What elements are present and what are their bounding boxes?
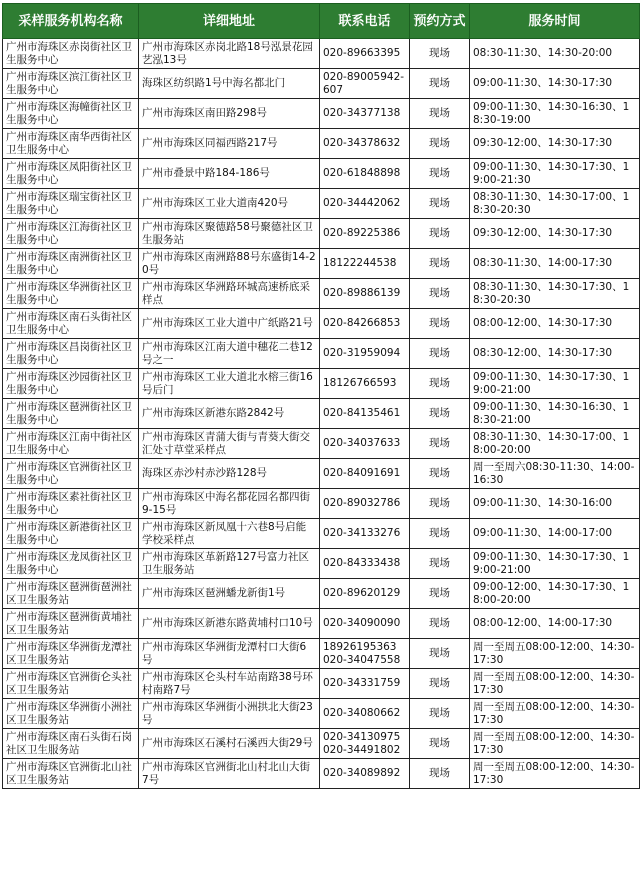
- booking-way: 现场: [410, 549, 470, 579]
- org-name: 广州市海珠区瑞宝街社区卫生服务中心: [3, 189, 139, 219]
- table-row: [3, 249, 640, 279]
- service-hours: 08:30-12:00、14:30-17:30: [470, 339, 640, 369]
- address: 海珠区纺织路1号中海名都北门: [139, 69, 320, 99]
- table-row: [3, 489, 640, 519]
- address: 广州市海珠区青蒲大街与青葵大街交汇处寸草堂采样点: [139, 429, 320, 459]
- service-hours: 周一至周六08:30-11:30、14:00-16:30: [470, 459, 640, 489]
- booking-way: 现场: [410, 339, 470, 369]
- booking-way: 现场: [410, 159, 470, 189]
- table-row: [3, 759, 640, 789]
- service-hours: 08:30-11:30、14:30-17:00、18:00-20:00: [470, 429, 640, 459]
- sampling-sites-table: [2, 3, 640, 789]
- table-row: [3, 279, 640, 309]
- org-name: 广州市海珠区华洲街社区卫生服务中心: [3, 279, 139, 309]
- address: 广州市海珠区聚德路58号聚德社区卫生服务站: [139, 219, 320, 249]
- address: 广州市海珠区新凤凰十六巷8号启能学校采样点: [139, 519, 320, 549]
- table-row: [3, 99, 640, 129]
- booking-way: 现场: [410, 729, 470, 759]
- booking-way: 现场: [410, 189, 470, 219]
- phone: 020-31959094: [320, 339, 410, 369]
- booking-way: 现场: [410, 429, 470, 459]
- org-name: 广州市海珠区新港街社区卫生服务中心: [3, 519, 139, 549]
- table-header-row: [3, 4, 640, 39]
- service-hours: 08:00-12:00、14:00-17:30: [470, 609, 640, 639]
- phone: 020-89032786: [320, 489, 410, 519]
- table-row: [3, 339, 640, 369]
- address: 广州市海珠区同福西路217号: [139, 129, 320, 159]
- booking-way: 现场: [410, 279, 470, 309]
- phone: 020-34377138: [320, 99, 410, 129]
- org-name: 广州市海珠区江海街社区卫生服务中心: [3, 219, 139, 249]
- table-row: [3, 369, 640, 399]
- phone: 020-89620129: [320, 579, 410, 609]
- table-row: [3, 399, 640, 429]
- booking-way: 现场: [410, 459, 470, 489]
- table-row: [3, 579, 640, 609]
- phone: 020-34442062: [320, 189, 410, 219]
- table-row: [3, 429, 640, 459]
- org-name: 广州市海珠区海幢街社区卫生服务中心: [3, 99, 139, 129]
- table-row: [3, 549, 640, 579]
- phone: 18122244538: [320, 249, 410, 279]
- booking-way: 现场: [410, 699, 470, 729]
- service-hours: 09:00-11:30、14:30-16:00: [470, 489, 640, 519]
- address: 广州市海珠区仑头村车站南路38号环村南路7号: [139, 669, 320, 699]
- org-name: 广州市海珠区滨江街社区卫生服务中心: [3, 69, 139, 99]
- org-name: 广州市海珠区官洲街社区卫生服务中心: [3, 459, 139, 489]
- phone: 020-89005942-607: [320, 69, 410, 99]
- booking-way: 现场: [410, 369, 470, 399]
- booking-way: 现场: [410, 639, 470, 669]
- service-hours: 08:00-12:00、14:30-17:30: [470, 309, 640, 339]
- org-name: 广州市海珠区南华西街社区卫生服务中心: [3, 129, 139, 159]
- address: 广州市海珠区新港东路2842号: [139, 399, 320, 429]
- org-name: 广州市海珠区赤岗街社区卫生服务中心: [3, 39, 139, 69]
- address: 广州市海珠区江南大道中穗花二巷12号之一: [139, 339, 320, 369]
- phone: 18926195363 020-34047558: [320, 639, 410, 669]
- booking-way: 现场: [410, 489, 470, 519]
- phone: 020-89663395: [320, 39, 410, 69]
- header-phone: 联系电话: [320, 4, 410, 39]
- booking-way: 现场: [410, 129, 470, 159]
- service-hours: 08:30-11:30、14:30-17:00、18:30-20:30: [470, 189, 640, 219]
- table-row: [3, 729, 640, 759]
- service-hours: 09:00-11:30、14:30-17:30、19:00-21:00: [470, 369, 640, 399]
- address: 广州市海珠区官洲街北山村北山大街7号: [139, 759, 320, 789]
- org-name: 广州市海珠区素社街社区卫生服务中心: [3, 489, 139, 519]
- phone: 020-34331759: [320, 669, 410, 699]
- booking-way: 现场: [410, 759, 470, 789]
- address: 广州市叠景中路184-186号: [139, 159, 320, 189]
- service-hours: 09:00-11:30、14:00-17:00: [470, 519, 640, 549]
- phone: 020-34090090: [320, 609, 410, 639]
- table-row: [3, 639, 640, 669]
- address: 广州市海珠区新港东路黄埔村口10号: [139, 609, 320, 639]
- booking-way: 现场: [410, 249, 470, 279]
- address: 广州市海珠区工业大道南420号: [139, 189, 320, 219]
- booking-way: 现场: [410, 219, 470, 249]
- address: 广州市海珠区石溪村石溪西大街29号: [139, 729, 320, 759]
- booking-way: 现场: [410, 579, 470, 609]
- booking-way: 现场: [410, 69, 470, 99]
- table-row: [3, 189, 640, 219]
- org-name: 广州市海珠区昌岗街社区卫生服务中心: [3, 339, 139, 369]
- phone: 020-34378632: [320, 129, 410, 159]
- org-name: 广州市海珠区南洲街社区卫生服务中心: [3, 249, 139, 279]
- phone: 020-84135461: [320, 399, 410, 429]
- org-name: 广州市海珠区凤阳街社区卫生服务中心: [3, 159, 139, 189]
- phone: 020-61848898: [320, 159, 410, 189]
- service-hours: 09:30-12:00、14:30-17:30: [470, 219, 640, 249]
- service-hours: 09:00-11:30、14:30-16:30、18:30-21:00: [470, 399, 640, 429]
- table-row: [3, 699, 640, 729]
- address: 广州市海珠区华洲街龙潭村口大街6号: [139, 639, 320, 669]
- org-name: 广州市海珠区琶洲街黄埔社区卫生服务站: [3, 609, 139, 639]
- address: 广州市海珠区工业大道中广纸路21号: [139, 309, 320, 339]
- service-hours: 周一至周五08:00-12:00、14:30-17:30: [470, 669, 640, 699]
- phone: 020-84266853: [320, 309, 410, 339]
- header-org: 采样服务机构名称: [3, 4, 139, 39]
- table-row: [3, 609, 640, 639]
- address: 广州市海珠区南洲路88号东盛街14-20号: [139, 249, 320, 279]
- phone: 020-34037633: [320, 429, 410, 459]
- booking-way: 现场: [410, 609, 470, 639]
- org-name: 广州市海珠区南石头街社区卫生服务中心: [3, 309, 139, 339]
- service-hours: 09:00-12:00、14:30-17:30、18:00-20:00: [470, 579, 640, 609]
- service-hours: 08:30-11:30、14:30-17:30、18:30-20:30: [470, 279, 640, 309]
- address: 广州市海珠区华洲街小洲拱北大街23号: [139, 699, 320, 729]
- booking-way: 现场: [410, 669, 470, 699]
- service-hours: 周一至周五08:00-12:00、14:30-17:30: [470, 729, 640, 759]
- org-name: 广州市海珠区官洲街北山社区卫生服务站: [3, 759, 139, 789]
- service-hours: 09:00-11:30、14:30-17:30、19:00-21:00: [470, 549, 640, 579]
- table-row: [3, 459, 640, 489]
- header-address: 详细地址: [139, 4, 320, 39]
- address: 广州市海珠区南田路298号: [139, 99, 320, 129]
- table-row: [3, 39, 640, 69]
- service-hours: 周一至周五08:00-12:00、14:30-17:30: [470, 639, 640, 669]
- service-hours: 09:00-11:30、14:30-16:30、18:30-19:00: [470, 99, 640, 129]
- phone: 020-89886139: [320, 279, 410, 309]
- service-hours: 09:00-11:30、14:30-17:30、19:00-21:30: [470, 159, 640, 189]
- org-name: 广州市海珠区沙园街社区卫生服务中心: [3, 369, 139, 399]
- phone: 18126766593: [320, 369, 410, 399]
- phone: 020-84333438: [320, 549, 410, 579]
- table-row: [3, 669, 640, 699]
- table-body: [3, 39, 640, 789]
- address: 广州市海珠区华洲路环城高速桥底采样点: [139, 279, 320, 309]
- table-row: [3, 309, 640, 339]
- address: 海珠区赤沙村赤沙路128号: [139, 459, 320, 489]
- booking-way: 现场: [410, 309, 470, 339]
- table-row: [3, 219, 640, 249]
- service-hours: 周一至周五08:00-12:00、14:30-17:30: [470, 759, 640, 789]
- booking-way: 现场: [410, 399, 470, 429]
- service-hours: 09:00-11:30、14:30-17:30: [470, 69, 640, 99]
- header-way: 预约方式: [410, 4, 470, 39]
- service-hours: 08:30-11:30、14:30-20:00: [470, 39, 640, 69]
- booking-way: 现场: [410, 99, 470, 129]
- org-name: 广州市海珠区琶洲街琶洲社区卫生服务站: [3, 579, 139, 609]
- org-name: 广州市海珠区龙凤街社区卫生服务中心: [3, 549, 139, 579]
- phone: 020-89225386: [320, 219, 410, 249]
- phone: 020-34080662: [320, 699, 410, 729]
- org-name: 广州市海珠区南石头街石岗社区卫生服务站: [3, 729, 139, 759]
- address: 广州市海珠区工业大道北水榕三街16号后门: [139, 369, 320, 399]
- address: 广州市海珠区琶洲蟠龙新街1号: [139, 579, 320, 609]
- phone: 020-34130975 020-34491802: [320, 729, 410, 759]
- table-row: [3, 69, 640, 99]
- org-name: 广州市海珠区江南中街社区卫生服务中心: [3, 429, 139, 459]
- address: 广州市海珠区赤岗北路18号泓景花园艺泓13号: [139, 39, 320, 69]
- table-row: [3, 159, 640, 189]
- org-name: 广州市海珠区官洲街仑头社区卫生服务站: [3, 669, 139, 699]
- org-name: 广州市海珠区华洲街小洲社区卫生服务站: [3, 699, 139, 729]
- service-hours: 周一至周五08:00-12:00、14:30-17:30: [470, 699, 640, 729]
- phone: 020-34089892: [320, 759, 410, 789]
- address: 广州市海珠区中海名都花园名都四街9-15号: [139, 489, 320, 519]
- table-row: [3, 129, 640, 159]
- booking-way: 现场: [410, 39, 470, 69]
- phone: 020-84091691: [320, 459, 410, 489]
- address: 广州市海珠区革新路127号富力社区卫生服务站: [139, 549, 320, 579]
- table-row: [3, 519, 640, 549]
- service-hours: 09:30-12:00、14:30-17:30: [470, 129, 640, 159]
- booking-way: 现场: [410, 519, 470, 549]
- header-hours: 服务时间: [470, 4, 640, 39]
- service-hours: 08:30-11:30、14:00-17:30: [470, 249, 640, 279]
- org-name: 广州市海珠区华洲街龙潭社区卫生服务站: [3, 639, 139, 669]
- org-name: 广州市海珠区琶洲街社区卫生服务中心: [3, 399, 139, 429]
- phone: 020-34133276: [320, 519, 410, 549]
